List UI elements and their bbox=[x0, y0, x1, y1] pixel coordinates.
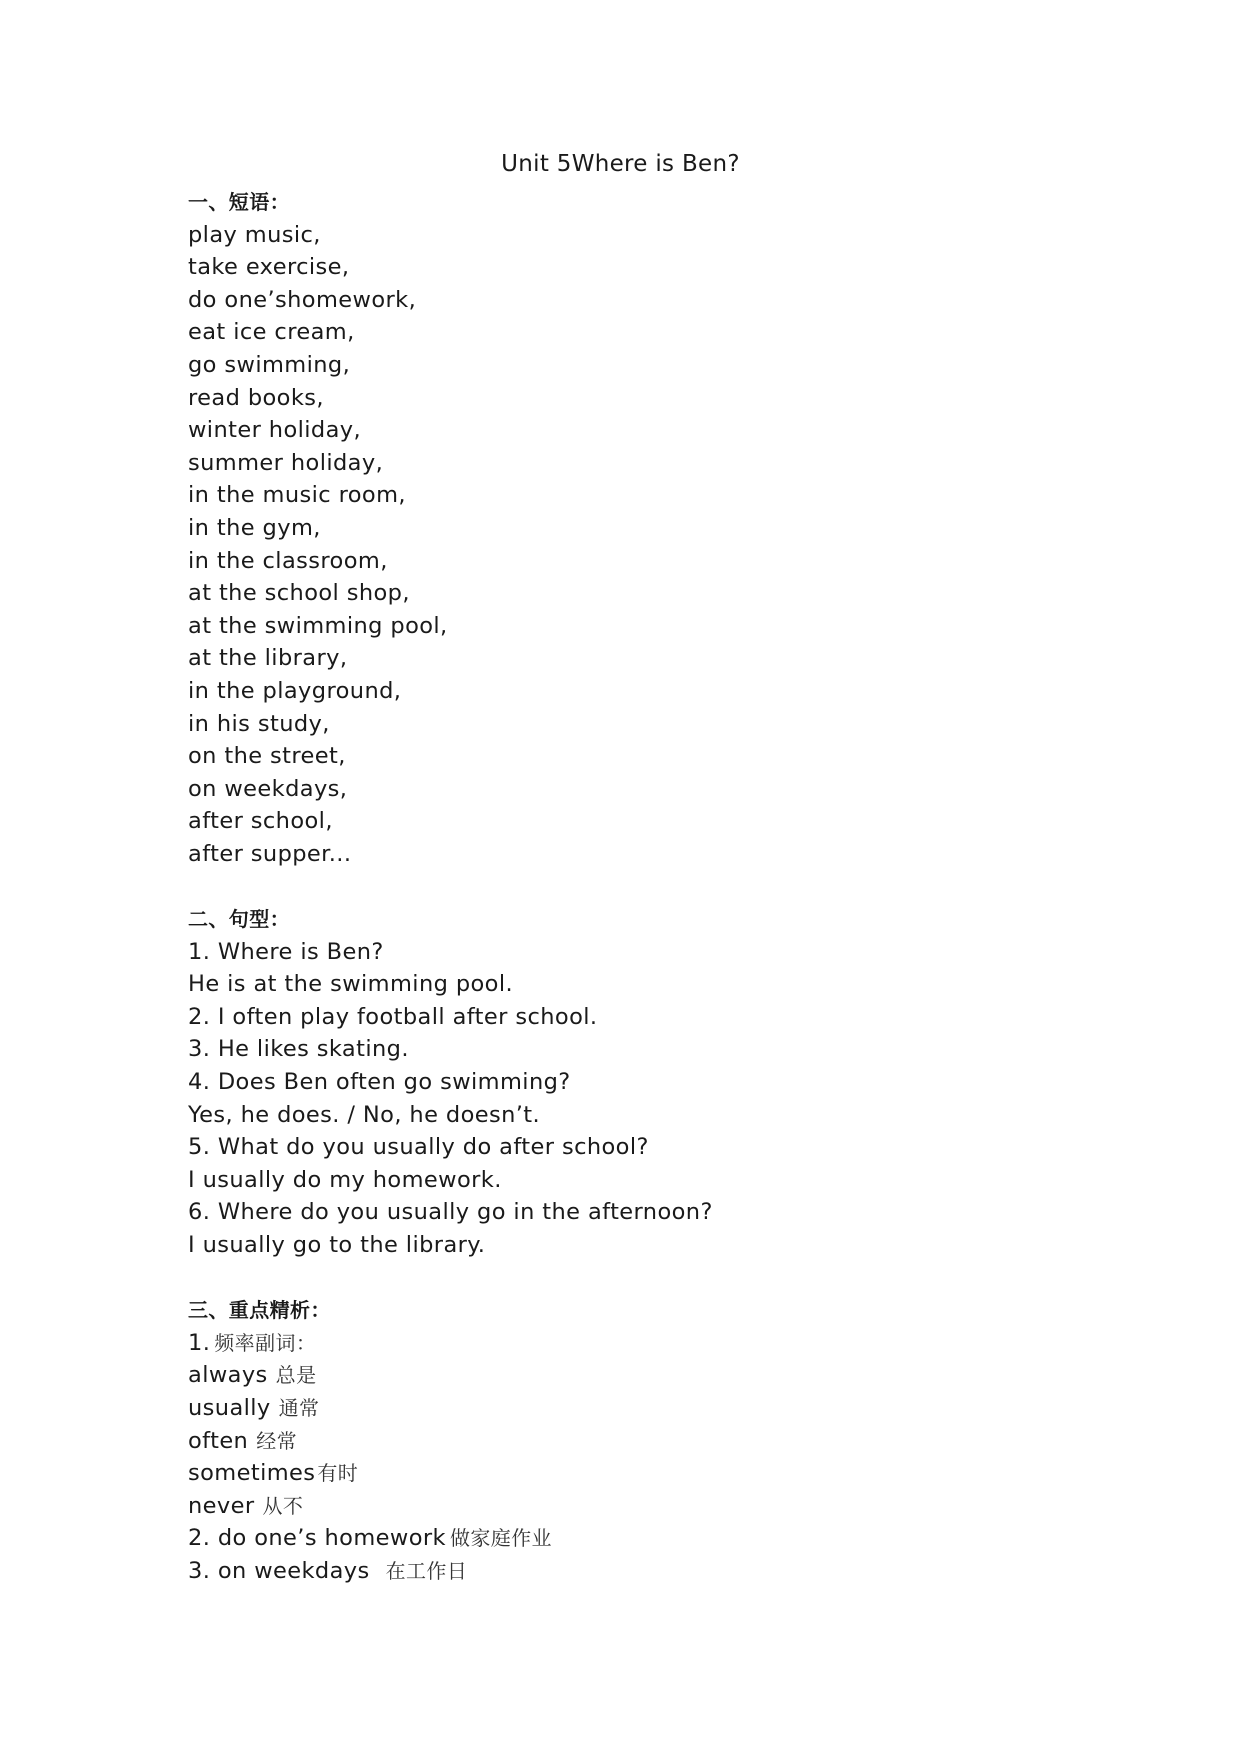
document-title: Unit 5Where is Ben? bbox=[501, 151, 740, 177]
key-point-en: 1. bbox=[188, 1329, 211, 1356]
key-point-line bbox=[188, 1522, 1088, 1555]
key-point-cn: 总是 bbox=[275, 1363, 317, 1388]
phrase-line: go swimming, bbox=[188, 351, 351, 378]
key-point-en: always bbox=[188, 1362, 268, 1389]
key-point-line bbox=[188, 1490, 1088, 1523]
key-point-cn: 经常 bbox=[256, 1428, 298, 1453]
sentence-line: I usually go to the library. bbox=[188, 1232, 486, 1258]
phrase-line: on weekdays, bbox=[188, 775, 348, 802]
sentence-line: 4. Does Ben often go swimming? bbox=[188, 1069, 571, 1096]
section-heading-phrases: 一、短语： bbox=[188, 190, 290, 214]
key-point-cn: 从不 bbox=[262, 1493, 304, 1518]
phrase-line: at the library, bbox=[188, 645, 348, 672]
phrase-line: in the music room, bbox=[188, 482, 406, 509]
key-point-line bbox=[188, 1327, 1088, 1360]
key-point-en: 3. on weekdays bbox=[188, 1557, 370, 1584]
key-point-line bbox=[188, 1425, 1088, 1458]
sentence-line: 2. I often play football after school. bbox=[188, 1003, 598, 1030]
sentence-line: 1. Where is Ben? bbox=[188, 938, 384, 965]
phrase-line: summer holiday, bbox=[188, 449, 384, 476]
phrase-line: winter holiday, bbox=[188, 417, 362, 444]
phrase-line: read books, bbox=[188, 384, 324, 411]
key-point-line bbox=[188, 1555, 1088, 1588]
key-point-en: usually bbox=[188, 1394, 271, 1421]
section-spacer bbox=[188, 1262, 1088, 1295]
phrase-line: play music, bbox=[188, 221, 321, 248]
key-point-en: 2. do one’s homework bbox=[188, 1525, 446, 1552]
sentence-line: I usually do my homework. bbox=[188, 1166, 502, 1193]
phrase-line: at the school shop, bbox=[188, 580, 410, 607]
sentence-line: He is at the swimming pool. bbox=[188, 971, 514, 998]
section-heading-sentences: 二、句型： bbox=[188, 907, 290, 932]
document-body bbox=[188, 186, 1088, 1588]
phrase-line: after supper... bbox=[188, 840, 352, 867]
section-heading-key-points: 三、重点精析： bbox=[188, 1298, 331, 1323]
key-point-cn: 有时 bbox=[317, 1461, 359, 1486]
phrase-line: in the classroom, bbox=[188, 547, 388, 574]
key-point-en: never bbox=[188, 1492, 255, 1519]
key-point-line bbox=[188, 1392, 1088, 1425]
phrase-line: in the gym, bbox=[188, 514, 321, 541]
sentence-line: 3. He likes skating. bbox=[188, 1036, 409, 1063]
phrase-line: in his study, bbox=[188, 710, 330, 737]
key-point-cn: 做家庭作业 bbox=[449, 1526, 552, 1551]
section-spacer bbox=[188, 870, 1088, 903]
phrase-line: at the swimming pool, bbox=[188, 612, 448, 639]
key-point-cn: 频率副词： bbox=[214, 1330, 317, 1355]
key-point-en: sometimes bbox=[188, 1460, 316, 1487]
key-point-cn: 在工作日 bbox=[385, 1558, 468, 1583]
phrase-line: do one’shomework, bbox=[188, 286, 417, 313]
phrase-line: on the street, bbox=[188, 743, 346, 770]
phrase-line: after school, bbox=[188, 808, 333, 835]
key-point-en: often bbox=[188, 1427, 249, 1454]
phrase-line: eat ice cream, bbox=[188, 319, 355, 346]
phrase-line: take exercise, bbox=[188, 254, 350, 281]
sentence-line: 5. What do you usually do after school? bbox=[188, 1134, 649, 1161]
key-point-line bbox=[188, 1457, 1088, 1490]
key-point-line bbox=[188, 1359, 1088, 1392]
phrase-line: in the playground, bbox=[188, 677, 402, 704]
sentence-line: 6. Where do you usually go in the afternoon? bbox=[188, 1199, 713, 1226]
sentence-line: Yes, he does. / No, he doesn’t. bbox=[188, 1101, 541, 1128]
key-point-cn: 通常 bbox=[278, 1395, 320, 1420]
